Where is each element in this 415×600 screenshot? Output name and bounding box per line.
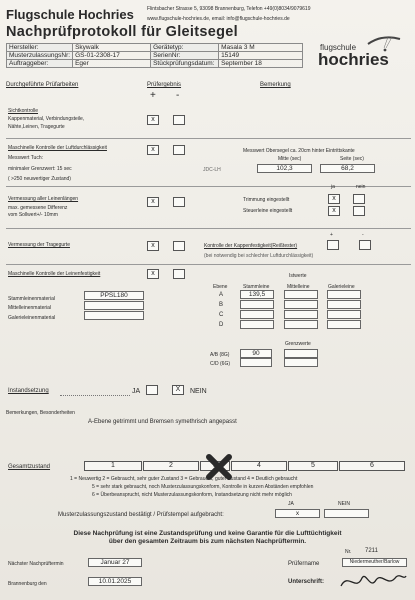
line-strength-c-gallerie: [327, 310, 361, 319]
line-strength-c-stamm: [240, 310, 274, 319]
check-steer-ja[interactable]: x: [328, 206, 340, 216]
middle-line-material: [84, 301, 144, 310]
protocol-number: 7211: [365, 548, 378, 554]
repair-nein-checkbox[interactable]: X: [172, 385, 184, 395]
check-kappe-minus[interactable]: [359, 240, 371, 250]
plus-sign: +: [150, 90, 156, 101]
check-steer-nein[interactable]: [353, 206, 365, 216]
glider-info-table: Hersteller: Skywalk Gerätetyp: Masala 3 M MusterzulassungsNr: GS-01-2308-17 SerienNr: 15149 Auftraggeber: Eger Stückprüfungsdatum: September 18: [6, 43, 303, 68]
porosity-center-value: 102,3: [257, 164, 312, 173]
limit-ab-value: 90: [240, 349, 272, 358]
line-strength-d-gallerie: [327, 320, 361, 329]
school-logo: flugschule hochries: [318, 30, 413, 80]
school-web: www.flugschule-hochries.de, email: info@flugschule-hochries.de: [147, 16, 290, 22]
check-s1-minus[interactable]: [173, 115, 185, 125]
limit-ab-box: [284, 349, 318, 358]
school-name: Flugschule Hochries: [6, 7, 134, 22]
inspection-date: 10.01.2025: [88, 577, 142, 586]
grade-2[interactable]: 2: [143, 461, 199, 471]
line-strength-d-mittel: [284, 320, 318, 329]
line-strength-b-gallerie: [327, 300, 361, 309]
check-trim-nein[interactable]: [353, 194, 365, 204]
grade-6[interactable]: 6: [339, 461, 405, 471]
porosity-side-value: 68,2: [320, 164, 375, 173]
remarks-text: A-Ebene getrimmt und Bremsen symethrisch angepasst: [88, 419, 237, 425]
grade-1[interactable]: 1: [84, 461, 142, 471]
col-header-remark: Bemerkung: [260, 82, 291, 88]
signature: [338, 568, 408, 594]
check-s3-plus[interactable]: x: [147, 197, 159, 207]
line-strength-c-mittel: [284, 310, 318, 319]
tester-name: Niedermeuther/Barlow: [342, 558, 407, 567]
check-s2-minus[interactable]: [173, 145, 185, 155]
check-s2-plus[interactable]: x: [147, 145, 159, 155]
grade-5[interactable]: 5: [288, 461, 338, 471]
check-trim-ja[interactable]: x: [328, 194, 340, 204]
inspection-form: Flugschule Hochries Nachprüfprotokoll für Gleitsegel Flintsbacher Strasse 5, 93098 Brannenburg, Telefon +49(0)8034/9079619 www.flugschule-hochries.de, email: info@flugschule-hochries.de flugschule hochries Hersteller: Skywalk Gerätetyp: Masala 3 M MusterzulassungsNr: GS-01-2308-17 SerienNr: 15149 Auftraggeber: Eger Stückprüfungsdatum: September 18 Durchgeführte Prüfarbeiten Prüfergebnis Bemerkung + - Sichtkontrolle Kappenmaterial, Verbindungsteile, Nähte,Leinen, Tragegurte x Maschinelle Kontrolle der Luftdurchlässigkeit Messwert Tuch: minimaler Grenzwert: 15 sec ( >250 neuwertiger Zustand) x Messwert Obersegel ca. 20cm hinter Eintrittskante Mitte (sec) Seite (sec) JDC-LH 102,3 68,2 ja nein Vermessung aller Leinenlängen max. gemessene Differenz vom Sollwert+/- 10mm x Trimmung eingestellt Steuerleine eingestellt x x + - Vermessung der Tragegurte x Kontrolle der Kappenfestigkeit(Reißtester) (bei notwendig bei schlechter Luftdurchlässigkeit) Maschinelle Kontrolle der Leinenfestigkeit x Istwerte Ebene Stammleine Mittelleine Galerieleine Stammleinenmaterial Mittelleinenmaterial Galerieleinenmaterial PPSL180 A B C D 139,5 Grenzwerte A/B (8G) C/D (6G) 90 Instandsetzung JA X NEIN Bemerkungen, Besonderheiten A-Ebene getrimmt und Bremsen symethrisch angepasst Gesamtzustand 1 2 4 5 6 1 = Neuwertig 2 = Gebraucht, sehr guter Zustand 3 = Gebraucht, guter Zustand 4 = Deutlich gebraucht 5 = sehr stark gebraucht, noch Musterzulassungskonform, Kontrolle in kurzen Abständen empfohlen 6 = Überbeansprucht, nicht Musterzulassungskonform, Instandsetzung nicht mehr möglich JA NEIN Musterzulassungszustand bestätigt / Prüfstempel aufgebracht: x Diese Nachprüfung ist eine Zustandsprüfung und keine Garantie für die Lufttüchtigkeit über den gesamten Zeitraum bis zum nächsten Nachprüftermin. Nr. 7211 Nächster Nachprüftermin Januar 27 Prüfername Niedermeuther/Barlow Brannenburg den 10.01.2025 Unterschrift:: [0, 0, 415, 600]
check-s4-plus[interactable]: x: [147, 241, 159, 251]
check-kappe-plus[interactable]: [327, 240, 339, 250]
form-title: Nachprüfprotokoll für Gleitsegel: [6, 24, 238, 40]
line-strength-a-mittel: [284, 290, 318, 299]
col-header-result: Prüfergebnis: [147, 82, 182, 88]
line-strength-a-gallerie: [327, 290, 361, 299]
check-s5-minus[interactable]: [173, 269, 185, 279]
stamp-ja-box[interactable]: x: [275, 509, 320, 518]
gallery-line-material: [84, 311, 144, 320]
check-s4-minus[interactable]: [173, 241, 185, 251]
repair-ja-checkbox[interactable]: [146, 385, 158, 395]
line-strength-b-stamm: [240, 300, 274, 309]
limit-cd-box: [284, 358, 318, 367]
line-strength-b-mittel: [284, 300, 318, 309]
main-line-material: PPSL180: [84, 291, 144, 300]
line-strength-a-stamm: 139,5: [240, 290, 274, 299]
line-strength-d-stamm: [240, 320, 274, 329]
school-address: Flintsbacher Strasse 5, 93098 Brannenburg, Telefon +49(0)8034/9079619: [147, 6, 311, 12]
check-s5-plus[interactable]: x: [147, 269, 159, 279]
limit-cd-value: [240, 358, 272, 367]
check-s3-minus[interactable]: [173, 197, 185, 207]
grade-4[interactable]: 4: [231, 461, 287, 471]
col-header-checks: Durchgeführte Prüfarbeiten: [6, 82, 79, 88]
minus-sign: -: [176, 90, 180, 101]
stamp-nein-box[interactable]: [324, 509, 369, 518]
next-inspection-date: Januar 27: [88, 558, 142, 567]
check-s1-plus[interactable]: x: [147, 115, 159, 125]
